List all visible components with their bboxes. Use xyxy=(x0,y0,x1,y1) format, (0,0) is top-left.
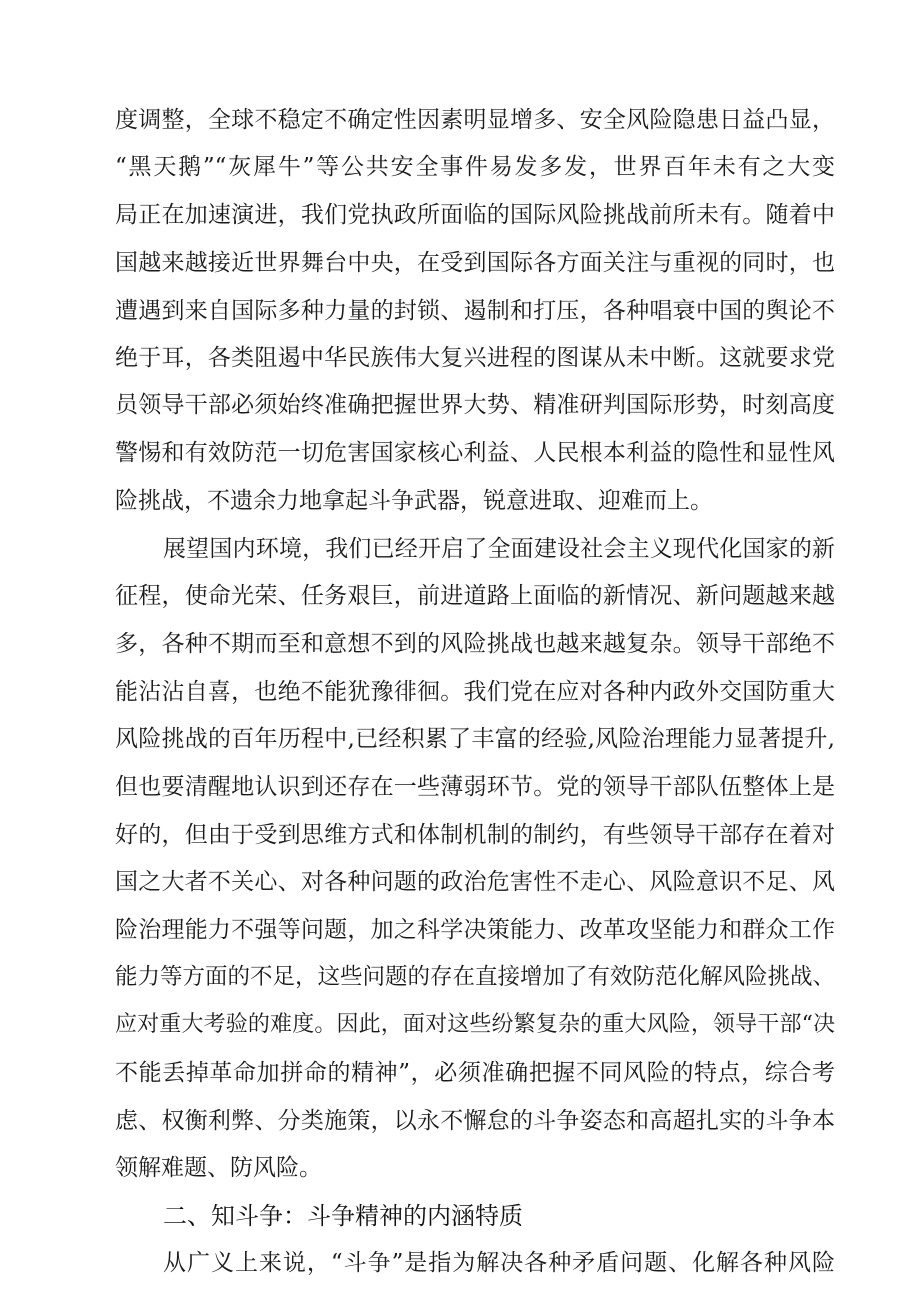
paragraph-2-line: 但也要清醒地认识到还存在一些薄弱环节。党的领导干部队伍整体上是 xyxy=(115,774,835,800)
paragraph-2-line: 多，各种不期而至和意想不到的风险挑战也越来越复杂。领导干部绝不 xyxy=(115,631,835,657)
paragraph-2-line: 险治理能力不强等问题，加之科学决策能力、改革攻坚能力和群众工作 xyxy=(115,917,835,943)
paragraph-2-line: 能沾沾自喜，也绝不能犹豫徘徊。我们党在应对各种内政外交国防重大 xyxy=(115,679,835,705)
paragraph-2-line: 风险挑战的百年历程中,已经积累了丰富的经验,风险治理能力显著提升, xyxy=(115,726,835,752)
paragraph-1-line: “黑天鹅”“灰犀牛”等公共安全事件易发多发，世界百年未有之大变 xyxy=(115,154,835,180)
section-heading: 二、知斗争：斗争精神的内涵特质 xyxy=(163,1202,523,1230)
paragraph-2-line: 能力等方面的不足，这些问题的存在直接增加了有效防范化解风险挑战、 xyxy=(115,964,836,990)
paragraph-1-line: 警惕和有效防范一切危害国家核心利益、人民根本利益的隐性和显性风 xyxy=(115,440,835,466)
paragraph-1-line: 员领导干部必须始终准确把握世界大势、精准研判国际形势，时刻高度 xyxy=(115,392,835,418)
paragraph-1-line: 遭遇到来自国际多种力量的封锁、遏制和打压，各种唱衰中国的舆论不 xyxy=(115,298,835,324)
paragraph-2-line: 应对重大考验的难度。因此，面对这些纷繁复杂的重大风险，领导干部“决 xyxy=(115,1012,835,1037)
paragraph-1-line: 险挑战，不遗余力地拿起斗争武器，锐意进取、迎难而上。 xyxy=(115,488,713,514)
paragraph-2-line: 国之大者不关心、对各种问题的政治危害性不走心、风险意识不足、风 xyxy=(115,869,835,895)
paragraph-2-line: 领解难题、防风险。 xyxy=(115,1155,322,1181)
paragraph-2-line: 好的，但由于受到思维方式和体制机制的制约，有些领导干部存在着对 xyxy=(115,822,835,848)
paragraph-2-line: 征程，使命光荣、任务艰巨，前进道路上面临的新情况、新问题越来越 xyxy=(115,583,835,609)
paragraph-2-line: 虑、权衡利弊、分类施策，以永不懈怠的斗争姿态和高超扎实的斗争本 xyxy=(115,1108,835,1134)
paragraph-1-line: 局正在加速演进，我们党执政所面临的国际风险挑战前所未有。随着中 xyxy=(115,202,835,228)
paragraph-2-line: 展望国内环境，我们已经开启了全面建设社会主义现代化国家的新 xyxy=(163,536,835,562)
paragraph-3-line: 从广义上来说，“斗争”是指为解决各种矛盾问题、化解各种风险 xyxy=(163,1250,835,1276)
paragraph-1-line: 国越来越接近世界舞台中央，在受到国际各方面关注与重视的同时，也 xyxy=(115,250,835,276)
paragraph-2-line: 不能丢掉革命加拼命的精神”，必须准确把握不同风险的特点，综合考 xyxy=(115,1060,835,1086)
paragraph-1-line: 绝于耳，各类阻遏中华民族伟大复兴进程的图谋从未中断。这就要求党 xyxy=(115,345,835,371)
paragraph-1-line: 度调整，全球不稳定不确定性因素明显增多、安全风险隐患日益凸显， xyxy=(115,107,835,133)
